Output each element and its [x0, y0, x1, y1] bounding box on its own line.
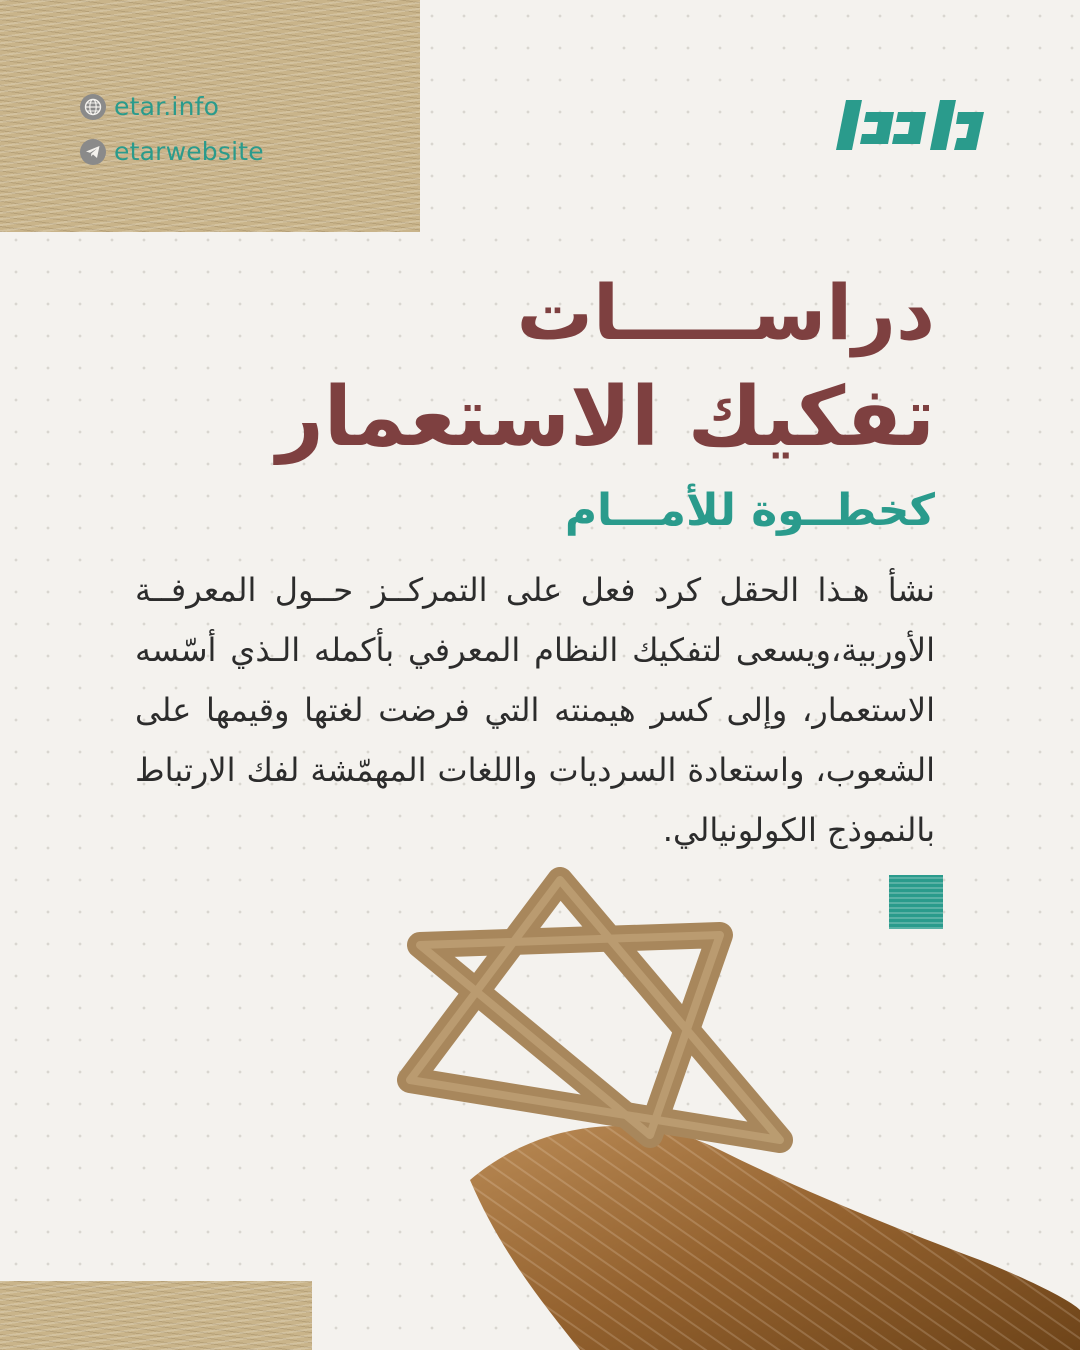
heading-line-1: دراســـــات [516, 268, 935, 357]
brush-stroke [470, 1126, 1080, 1350]
heading-subtitle: كخطــوة للأمـــام [564, 485, 935, 536]
heading-line-2: تفكيك الاستعمار [276, 370, 935, 465]
website-link[interactable]: etar.info [114, 92, 220, 121]
body-paragraph: نشأ هـذا الحقل كرد فعل على التمركــز حــول المعرفــة الأوربية،ويسعى لتفكيك النظام المعرفي بأكمله الـذي أسّسه الاستعمار، وإلى كسر هيمنته التي فرضت لغتها وقيمها على الشعوب، واستعادة السرديات واللغات المهمّشة لفك الارتباط بالنموذج الكولونيالي. [135, 571, 935, 849]
telegram-link[interactable]: etarwebsite [114, 137, 264, 166]
